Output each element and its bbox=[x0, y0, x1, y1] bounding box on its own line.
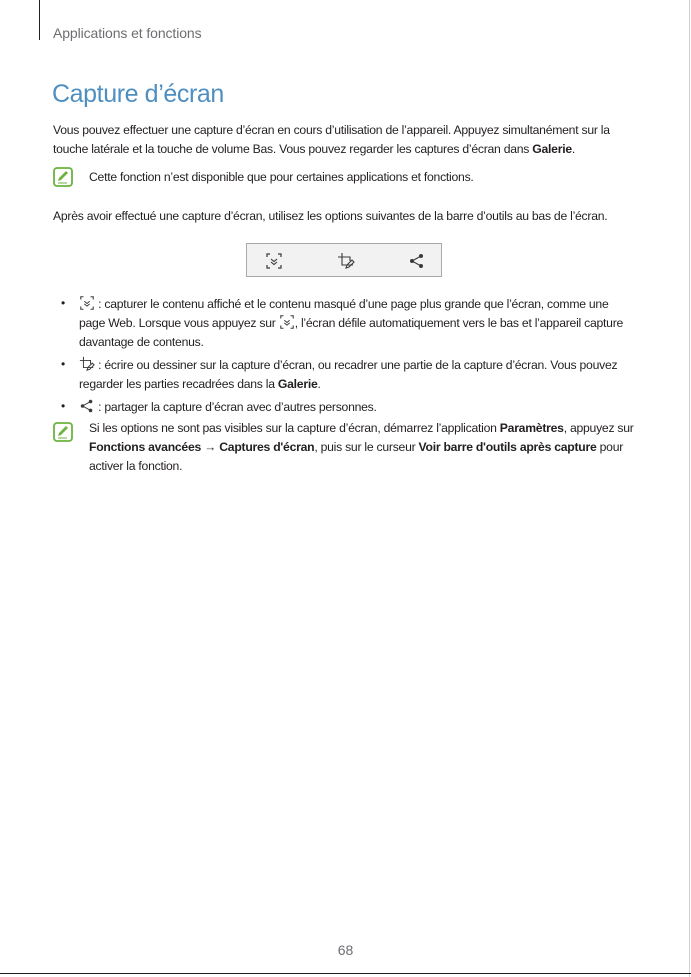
bullet-edit bbox=[79, 356, 634, 394]
screenshots-bold: Captures d'écran bbox=[219, 440, 315, 454]
bullet-text: : écrire ou dessiner sur la capture d’écran, ou recadrer une partie de la capture d’écran. Vous pouvez regarder les parties recadrées dans la bbox=[79, 358, 618, 391]
note-text: , appuyez sur bbox=[563, 421, 634, 435]
note-availability: Cette fonction n’est disponible que pour certaines applications et fonctions. bbox=[89, 170, 474, 184]
bullet-scroll-capture bbox=[79, 295, 634, 352]
note-text: Si les options ne sont pas visibles sur la capture d’écran, démarrez l’application bbox=[89, 421, 500, 435]
edit-crop-icon bbox=[337, 252, 355, 270]
scroll-capture-icon bbox=[79, 295, 95, 311]
scroll-capture-icon bbox=[279, 314, 295, 330]
intro-text: Vous pouvez effectuer une capture d’écran en cours d’utilisation de l’appareil. Appuyez simultanément sur la touche latérale et la touche de volume Bas. Vous pouvez regarder les captures d’écran dans bbox=[53, 123, 610, 156]
intro-gallery-bold: Galerie bbox=[532, 142, 572, 156]
page-edge-rule bbox=[689, 0, 690, 977]
settings-bold: Paramètres bbox=[499, 421, 564, 435]
intro-paragraph bbox=[53, 121, 643, 159]
scroll-capture-icon bbox=[265, 252, 283, 270]
note-settings bbox=[89, 419, 639, 476]
bullet-text: : partager la capture d’écran avec d’autres personnes. bbox=[95, 400, 377, 414]
bullet-marker: • bbox=[61, 296, 66, 310]
page-number: 68 bbox=[337, 942, 354, 958]
screenshot-toolbar bbox=[246, 243, 442, 277]
page-title: Capture d’écran bbox=[52, 80, 224, 108]
bullet-text: : capturer le contenu affiché et le contenu masqué d’une page plus grande que l’écran, comme une page Web. Lorsque vous appuyez sur bbox=[79, 297, 609, 330]
note-text: pour activer la fonction. bbox=[89, 440, 624, 473]
after-paragraph: Après avoir effectué une capture d’écran, utilisez les options suivantes de la barre d’outils au bas de l’écran. bbox=[53, 209, 608, 223]
bullet-gallery-bold: Galerie bbox=[277, 377, 318, 391]
share-icon bbox=[408, 252, 426, 270]
bullet-share bbox=[79, 398, 634, 417]
bullet-marker: • bbox=[61, 357, 66, 371]
bullet-text: . bbox=[317, 377, 321, 391]
note-icon bbox=[53, 422, 73, 442]
share-icon bbox=[79, 398, 95, 414]
advanced-features-bold: Fonctions avancées bbox=[89, 440, 202, 454]
intro-period: . bbox=[571, 142, 576, 156]
arrow-text: → bbox=[201, 440, 220, 454]
note-icon bbox=[53, 167, 73, 187]
edit-crop-icon bbox=[79, 356, 95, 372]
section-header: Applications et fonctions bbox=[53, 25, 202, 41]
note-text: , puis sur le curseur bbox=[314, 440, 419, 454]
bullet-text: , l’écran défile automatiquement vers le bas et l’appareil capture davantage de contenus. bbox=[79, 316, 624, 349]
toolbar-switch-bold: Voir barre d'outils après capture bbox=[418, 440, 597, 454]
footer-rule bbox=[0, 973, 691, 974]
header-rule bbox=[39, 0, 40, 40]
bullet-marker: • bbox=[61, 399, 66, 413]
